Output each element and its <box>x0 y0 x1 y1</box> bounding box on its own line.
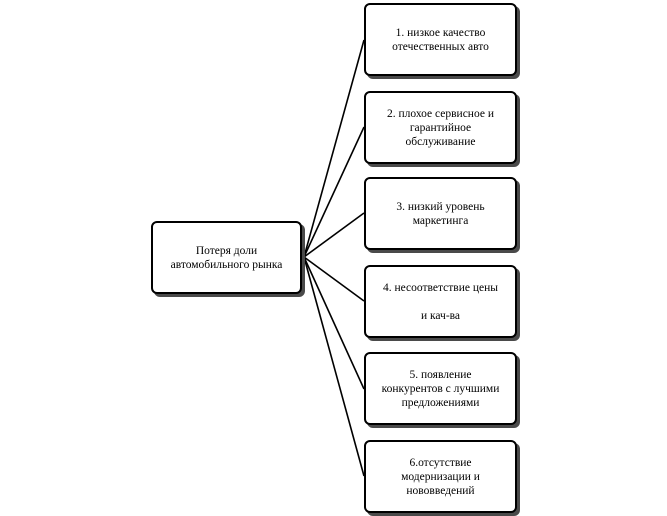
cause-label-2: 2. плохое сервисное и гарантийное обслуживание <box>386 107 494 148</box>
connector-line-1 <box>304 40 364 257</box>
cause-box-6 <box>364 440 517 513</box>
cause-box-4 <box>364 265 517 338</box>
connector-line-6 <box>304 257 364 476</box>
cause-box-5 <box>364 352 517 425</box>
cause-box-1 <box>364 3 517 76</box>
cause-label-5: 5. появление конкурентов с лучшими предложениями <box>381 368 500 409</box>
root-node-label: Потеря доли автомобильного рынка <box>170 244 283 271</box>
cause-label-4: 4. несоответствие цены и кач-ва <box>383 281 498 322</box>
connector-line-4 <box>304 257 364 301</box>
cause-box-3 <box>364 177 517 250</box>
cause-label-3: 3. низкий уровень маркетинга <box>396 200 485 227</box>
root-node-box <box>151 221 302 294</box>
cause-label-6: 6.отсутствие модернизации и нововведений <box>401 456 480 497</box>
connector-line-3 <box>304 213 364 257</box>
cause-label-1: 1. низкое качество отечественных авто <box>392 26 489 53</box>
cause-box-2 <box>364 91 517 164</box>
